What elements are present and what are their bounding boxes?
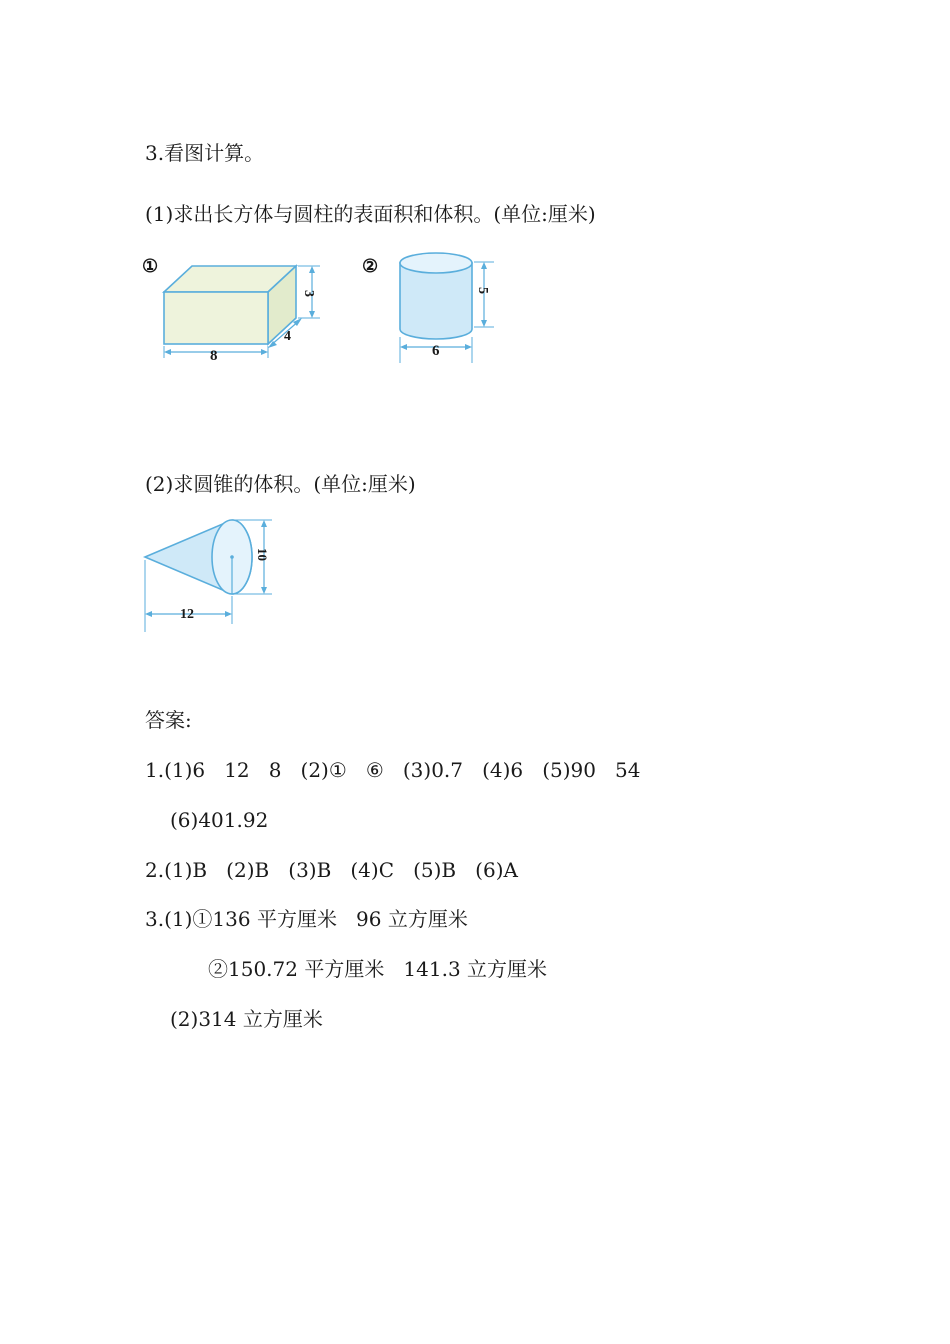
question-title: 3.看图计算。: [145, 141, 265, 165]
answer-line-3b: ②150.72 平方厘米 141.3 立方厘米: [208, 957, 548, 981]
box-marker: ①: [142, 256, 159, 276]
cylinder-body: [400, 263, 472, 339]
box-diagram: [140, 248, 340, 368]
cylinder-diameter-label: 6: [432, 343, 440, 359]
cone-diameter-label: 10: [255, 548, 270, 561]
answer-line-3: 3.(1)①136 平方厘米 96 立方厘米: [145, 907, 468, 931]
answer-line-2: 2.(1)B (2)B (3)B (4)C (5)B (6)A: [145, 858, 518, 882]
cylinder-top: [400, 253, 472, 273]
answer-line-1: 1.(1)6 12 8 (2)① ⑥ (3)0.7 (4)6 (5)90 54: [145, 758, 641, 782]
box-height-label: 3: [301, 290, 316, 297]
cone-figure: [140, 512, 290, 637]
part1-prompt: (1)求出长方体与圆柱的表面积和体积。(单位:厘米): [145, 202, 596, 226]
part2-prompt: (2)求圆锥的体积。(单位:厘米): [145, 472, 416, 496]
cylinder-diagram: [360, 245, 510, 370]
cone-height-label: 12: [180, 607, 194, 622]
box-length-label: 8: [210, 348, 218, 364]
cone-diagram: [140, 512, 290, 637]
answers-heading: 答案:: [145, 708, 192, 732]
answer-line-3c: (2)314 立方厘米: [170, 1007, 323, 1031]
cylinder-marker: ②: [362, 256, 379, 276]
box-figure: [140, 248, 340, 368]
cylinder-height-label: 5: [475, 287, 490, 294]
cylinder-figure: [360, 245, 510, 370]
box-front-face: [164, 292, 268, 344]
box-width-label: 4: [284, 329, 291, 344]
answer-line-1b: (6)401.92: [170, 808, 269, 832]
